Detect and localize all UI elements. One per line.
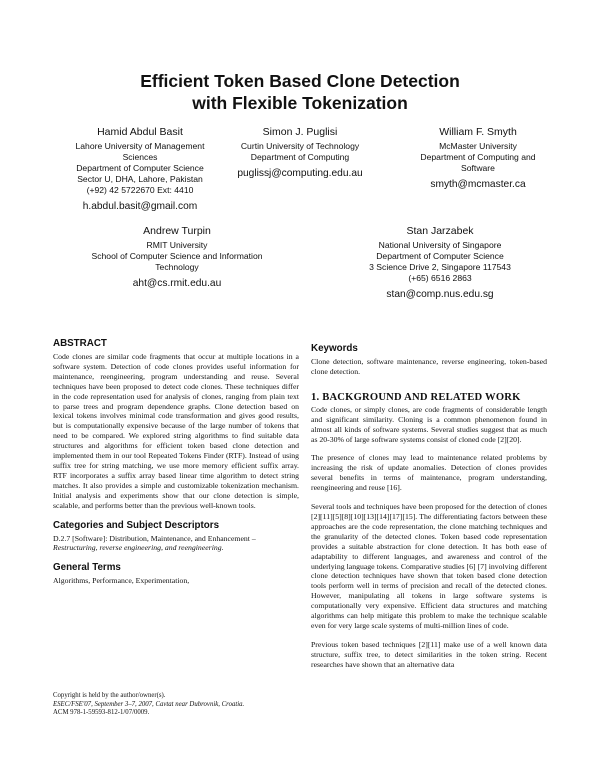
- author-email[interactable]: puglissj@computing.edu.au: [237, 168, 363, 179]
- author-block: [210, 125, 390, 180]
- affiliation-line: School of Computer Science and Information: [91, 251, 263, 261]
- affiliation-line: Department of Computer Science: [376, 251, 504, 261]
- author-block: [383, 125, 573, 191]
- author-email[interactable]: smyth@mcmaster.ca: [430, 179, 526, 190]
- author-email[interactable]: stan@comp.nus.edu.sg: [386, 289, 494, 300]
- paper-title: [40, 70, 560, 114]
- author-affiliation: [210, 141, 390, 163]
- affiliation-line: Sector U, DHA, Lahore, Pakistan: [77, 174, 203, 184]
- author-name: Hamid Abdul Basit: [97, 126, 183, 138]
- title-line-1: Efficient Token Based Clone Detection: [140, 71, 460, 91]
- author-block: [72, 224, 282, 290]
- keywords-heading: Keywords: [311, 343, 358, 354]
- section-paragraph: Several tools and techniques have been proposed for the detection of clones [2][11][5][8][10][13][14][17][15]. The differentiating factors between these approaches are the code representation, the clone matching techniques and the granularity of the detected clones. Token based code representation provides a suitable abstraction for clone detection. It has both ease of adaptability to different languages, and awareness and control of the underlying language tokens. Comparative studies [6] [7] involving different clone detection techniques have shown that token based clone detection tools perform well in terms of precision and recall of the detected clones. However, manipulating all tokens in large software systems is computationally very expensive. Efficient data structures and matching algorithms can help mitigate this problem to make the technique scalable even for very large scale systems of multi-million lines of code.: [311, 502, 547, 630]
- abstract-text: Code clones are similar code fragments that occur at multiple locations in a software system. Detection of code clones provides useful information for maintenance, reengineering, program understanding and reuse. Several techniques have been proposed to detect code clones. These techniques differ in the code representation used for analysis of clones, ranging from plain text to parse trees and program dependence graphs. Clone detection based on lexical tokens involves minimal code transformation and gives good results, but is computationally expensive because of the large number of tokens that need to be compared. We explored string algorithms to find suitable data structures and algorithms for efficient token based clone detection and implemented them in our tool Repeated Tokens Finder (RTF). Instead of using suffix tree for string matching, we use more memory efficient suffix array. RTF incorporates a suffix array based linear time algorithm to detect string matches. It also provides a simple and customizable tokenization mechanism. Initial analysis and experiments show that our clone detection is simple, scalable, and performs better than the previous well-known tools.: [53, 352, 299, 510]
- affiliation-line: Lahore University of Management: [75, 141, 205, 151]
- affiliation-line: 3 Science Drive 2, Singapore 117543: [369, 262, 511, 272]
- author-email[interactable]: aht@cs.rmit.edu.au: [132, 278, 222, 289]
- affiliation-line: Sciences: [122, 152, 158, 162]
- affiliation-line: Software: [461, 163, 495, 173]
- affiliation-line: RMIT University: [146, 240, 208, 250]
- affiliation-line: Department of Computing: [250, 152, 350, 162]
- author-affiliation: [335, 240, 545, 284]
- copyright-notice: [53, 692, 299, 718]
- section-paragraph: Code clones, or simply clones, are code fragments of considerable length and significant similarity. Cloning is a common phenomenon found in almost all kinds of software systems. Several studies suggest that as much as 20-30% of large software systems consist of cloned code [2][20].: [311, 404, 547, 444]
- section-paragraph: Previous token based techniques [2][11] make use of a well known data structure, suffix tree, to detect similarities in the token string. Recent researches have shown that an alternative data: [311, 639, 547, 669]
- left-column: [53, 338, 299, 595]
- author-name: William F. Smyth: [439, 126, 517, 138]
- affiliation-line: National University of Singapore: [378, 240, 502, 250]
- keywords-text: Clone detection, software maintenance, reverse engineering, token-based clone detection.: [311, 357, 547, 376]
- author-name: Simon J. Puglisi: [262, 126, 338, 138]
- acm-line: ACM 978-1-59593-812-1/07/0009.: [53, 709, 150, 717]
- author-name: Andrew Turpin: [143, 225, 211, 237]
- title-line-2: with Flexible Tokenization: [192, 93, 408, 113]
- affiliation-line: (+92) 42 5722670 Ext: 4410: [86, 185, 194, 195]
- section-heading: 1. BACKGROUND AND RELATED WORK: [311, 391, 521, 403]
- categories-heading: Categories and Subject Descriptors: [53, 519, 220, 531]
- author-affiliation: [72, 240, 282, 273]
- affiliation-line: McMaster University: [439, 141, 517, 151]
- categories-line: D.2.7 [Software]: Distribution, Maintenance, and Enhancement –: [53, 533, 256, 543]
- affiliation-line: Curtin University of Technology: [240, 141, 360, 151]
- affiliation-line: Technology: [155, 262, 199, 272]
- general-terms-heading: General Terms: [53, 562, 121, 574]
- categories-italic: Restructuring, reverse engineering, and reengineering.: [53, 543, 224, 553]
- author-email[interactable]: h.abdul.basit@gmail.com: [82, 201, 198, 212]
- affiliation-line: Department of Computing and: [420, 152, 536, 162]
- conference-line: ESEC/FSE'07, September 3–7, 2007, Cavtat near Dubrovnik, Croatia.: [53, 700, 245, 708]
- affiliation-line: Department of Computer Science: [76, 163, 204, 173]
- affiliation-line: (+65) 6516 2863: [408, 273, 472, 283]
- author-affiliation: [383, 141, 573, 174]
- author-block: [335, 224, 545, 301]
- copyright-line: Copyright is held by the author/owner(s).: [53, 692, 166, 699]
- abstract-heading: ABSTRACT: [53, 338, 107, 349]
- section-paragraph: The presence of clones may lead to maintenance related problems by increasing the risk of update anomalies. Detection of clones provides several benefits in terms of maintenance, program understanding, reengineering and reuse [16].: [311, 453, 547, 493]
- author-name: Stan Jarzabek: [406, 225, 474, 237]
- right-column: [311, 343, 547, 679]
- general-terms-text: Algorithms, Performance, Experimentation,: [53, 576, 190, 586]
